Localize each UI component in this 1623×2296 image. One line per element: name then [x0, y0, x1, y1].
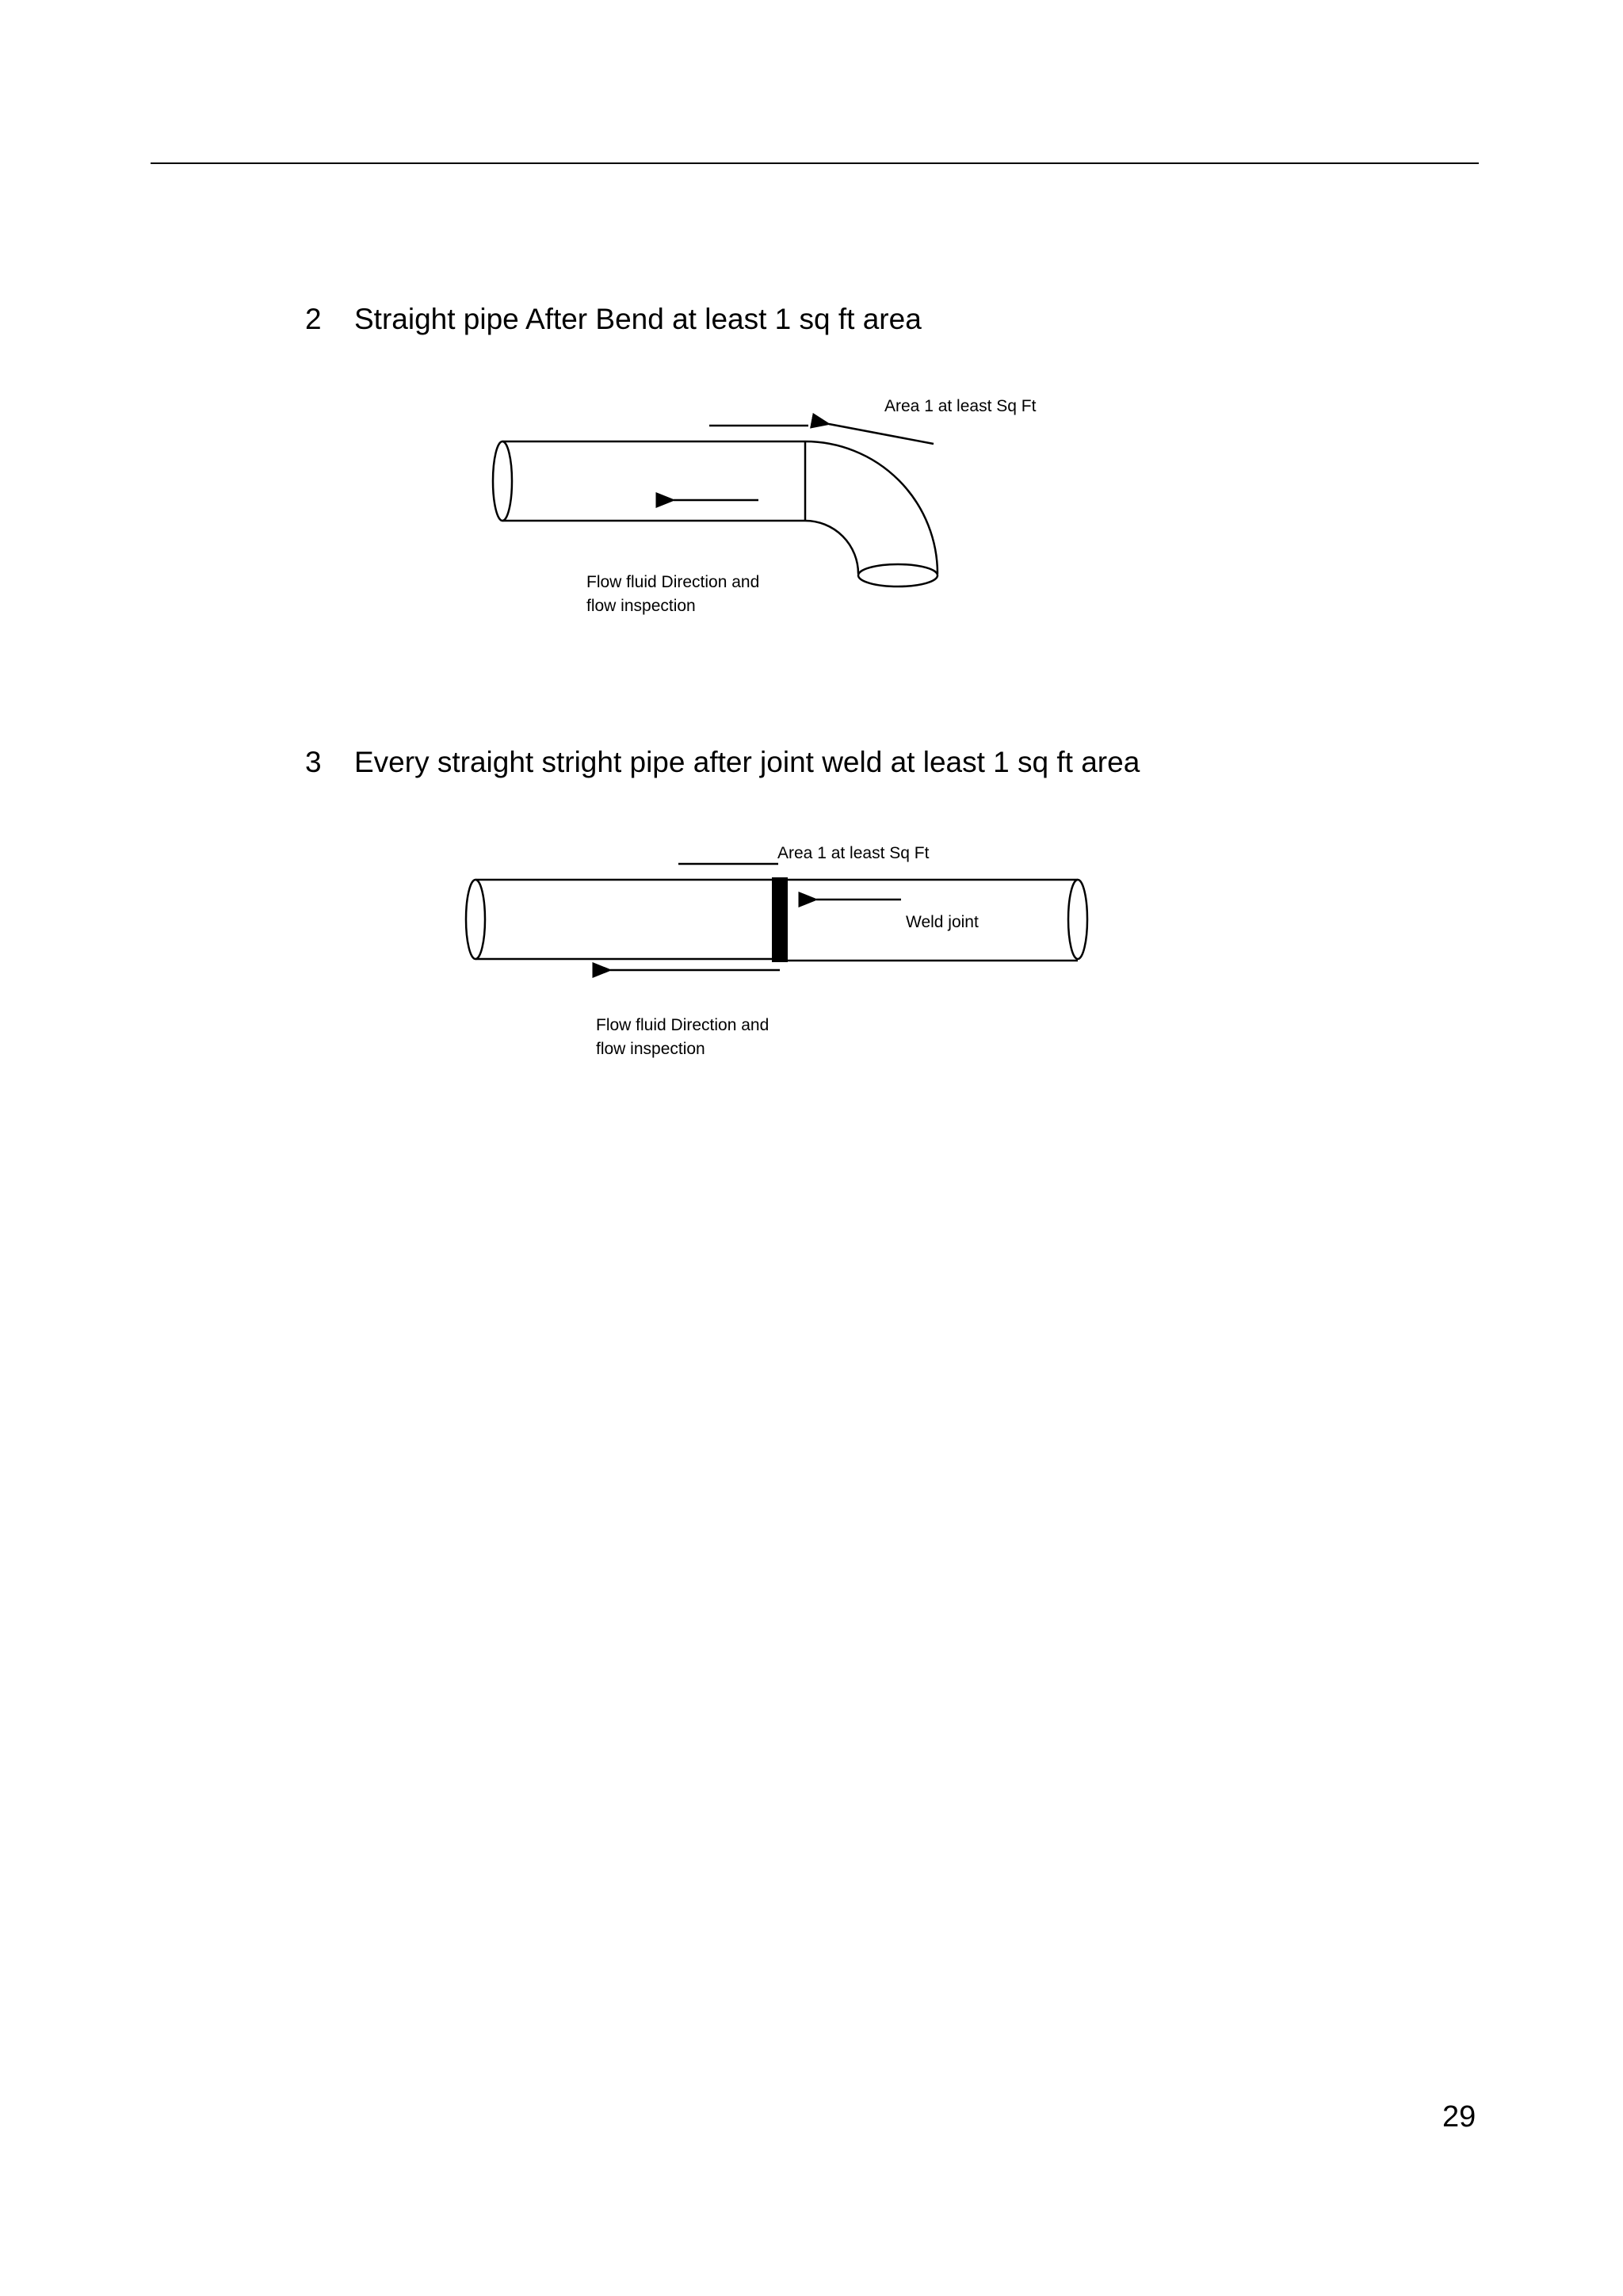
section-2-number: 2: [305, 303, 322, 335]
flow-label-line1: Flow fluid Direction and: [596, 1016, 769, 1034]
area-label: Area 1 at least Sq Ft: [884, 397, 1037, 415]
weld-joint-band: [772, 877, 788, 962]
flow-label-line2: flow inspection: [586, 597, 696, 615]
area-label: Area 1 at least Sq Ft: [777, 844, 930, 862]
pipe-end-ellipse-right: [1068, 880, 1087, 959]
pipe-end-ellipse-left: [466, 880, 485, 959]
section-2-heading: Straight pipe After Bend at least 1 sq ft area: [354, 303, 922, 335]
section-3-number: 3: [305, 746, 322, 778]
page-number: 29: [1442, 2100, 1476, 2134]
weld-joint-label: Weld joint: [906, 913, 979, 931]
section-3-heading: Every straight stright pipe after joint weld at least 1 sq ft area: [354, 746, 1140, 778]
flow-label-line1: Flow fluid Direction and: [586, 573, 760, 591]
flow-label-line2: flow inspection: [596, 1040, 705, 1058]
